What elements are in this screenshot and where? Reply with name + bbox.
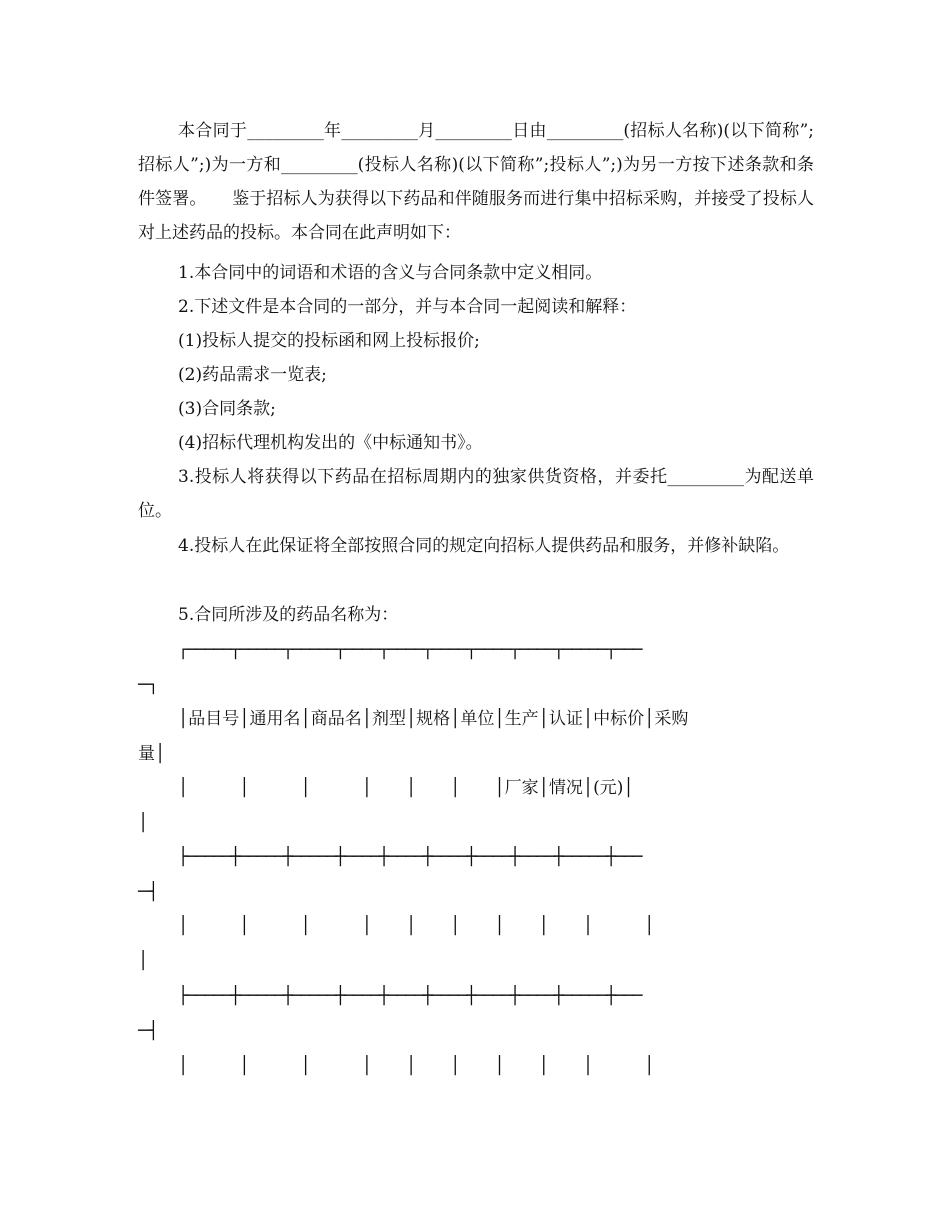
- clause-2-sub-1: (1)投标人提交的投标函和网上投标报价;: [178, 331, 480, 351]
- clause-2-sub-2: (2)药品需求一览表;: [178, 365, 327, 385]
- table-top-border-wrap: ─┐: [138, 675, 159, 695]
- table-separator: ├─────┼─────┼─────┼────┼────┼────┼────┼────┼─────┼───: [178, 986, 641, 1006]
- table-row-wrap: │: [138, 951, 149, 971]
- clause-1: 1.本合同中的词语和术语的含义与合同条款中定义相同。: [178, 263, 603, 283]
- clause-3: 3.投标人将获得以下药品在招标周期内的独家供货资格，并委托_________为配送单位。: [138, 467, 814, 521]
- clause-4: 4.投标人在此保证将全部按照合同的规定向招标人提供药品和服务，并修补缺陷。: [178, 536, 790, 556]
- clause-2: 2.下述文件是本合同的一部分，并与本合同一起阅读和解释：: [178, 297, 637, 317]
- table-separator-wrap: ─┤: [138, 882, 159, 902]
- table-separator: ├─────┼─────┼─────┼────┼────┼────┼────┼────┼─────┼───: [178, 847, 641, 867]
- table-header-row-wrap: 量│: [138, 744, 166, 764]
- table-header-row-2-wrap: │: [138, 813, 149, 833]
- table-row: │ │ │ │ │ │ │ │ │ │: [178, 916, 655, 936]
- clause-5: 5.合同所涉及的药品名称为：: [178, 605, 399, 625]
- table-row: │ │ │ │ │ │ │ │ │ │: [178, 1056, 655, 1076]
- contract-intro-paragraph: 本合同于_________年_________月_________日由_________(招标人名称)(以下简称”;招标人”;)为一方和_________(投标人名称)(以下简称”;投标人”;)为另一方按下述条款和条件签署。 鉴于招标人为获得以下药品和伴随服务而进行集中招标采购，并接受了投标人对上述药品的投标。本合同在此声明如下：: [138, 121, 814, 243]
- clause-2-sub-3: (3)合同条款;: [178, 399, 276, 419]
- table-top-border: ┌─────┬─────┬─────┬────┬────┬────┬────┬────┬─────┬───: [178, 640, 641, 660]
- table-separator-wrap: ─┤: [138, 1021, 159, 1041]
- clause-2-sub-4: (4)招标代理机构发出的《中标通知书》。: [178, 433, 483, 453]
- table-header-row: │品目号│通用名│商品名│剂型│规格│单位│生产│认证│中标价│采购: [178, 709, 689, 729]
- table-header-row-2: │ │ │ │ │ │ │厂家│情况│(元)│: [178, 778, 634, 798]
